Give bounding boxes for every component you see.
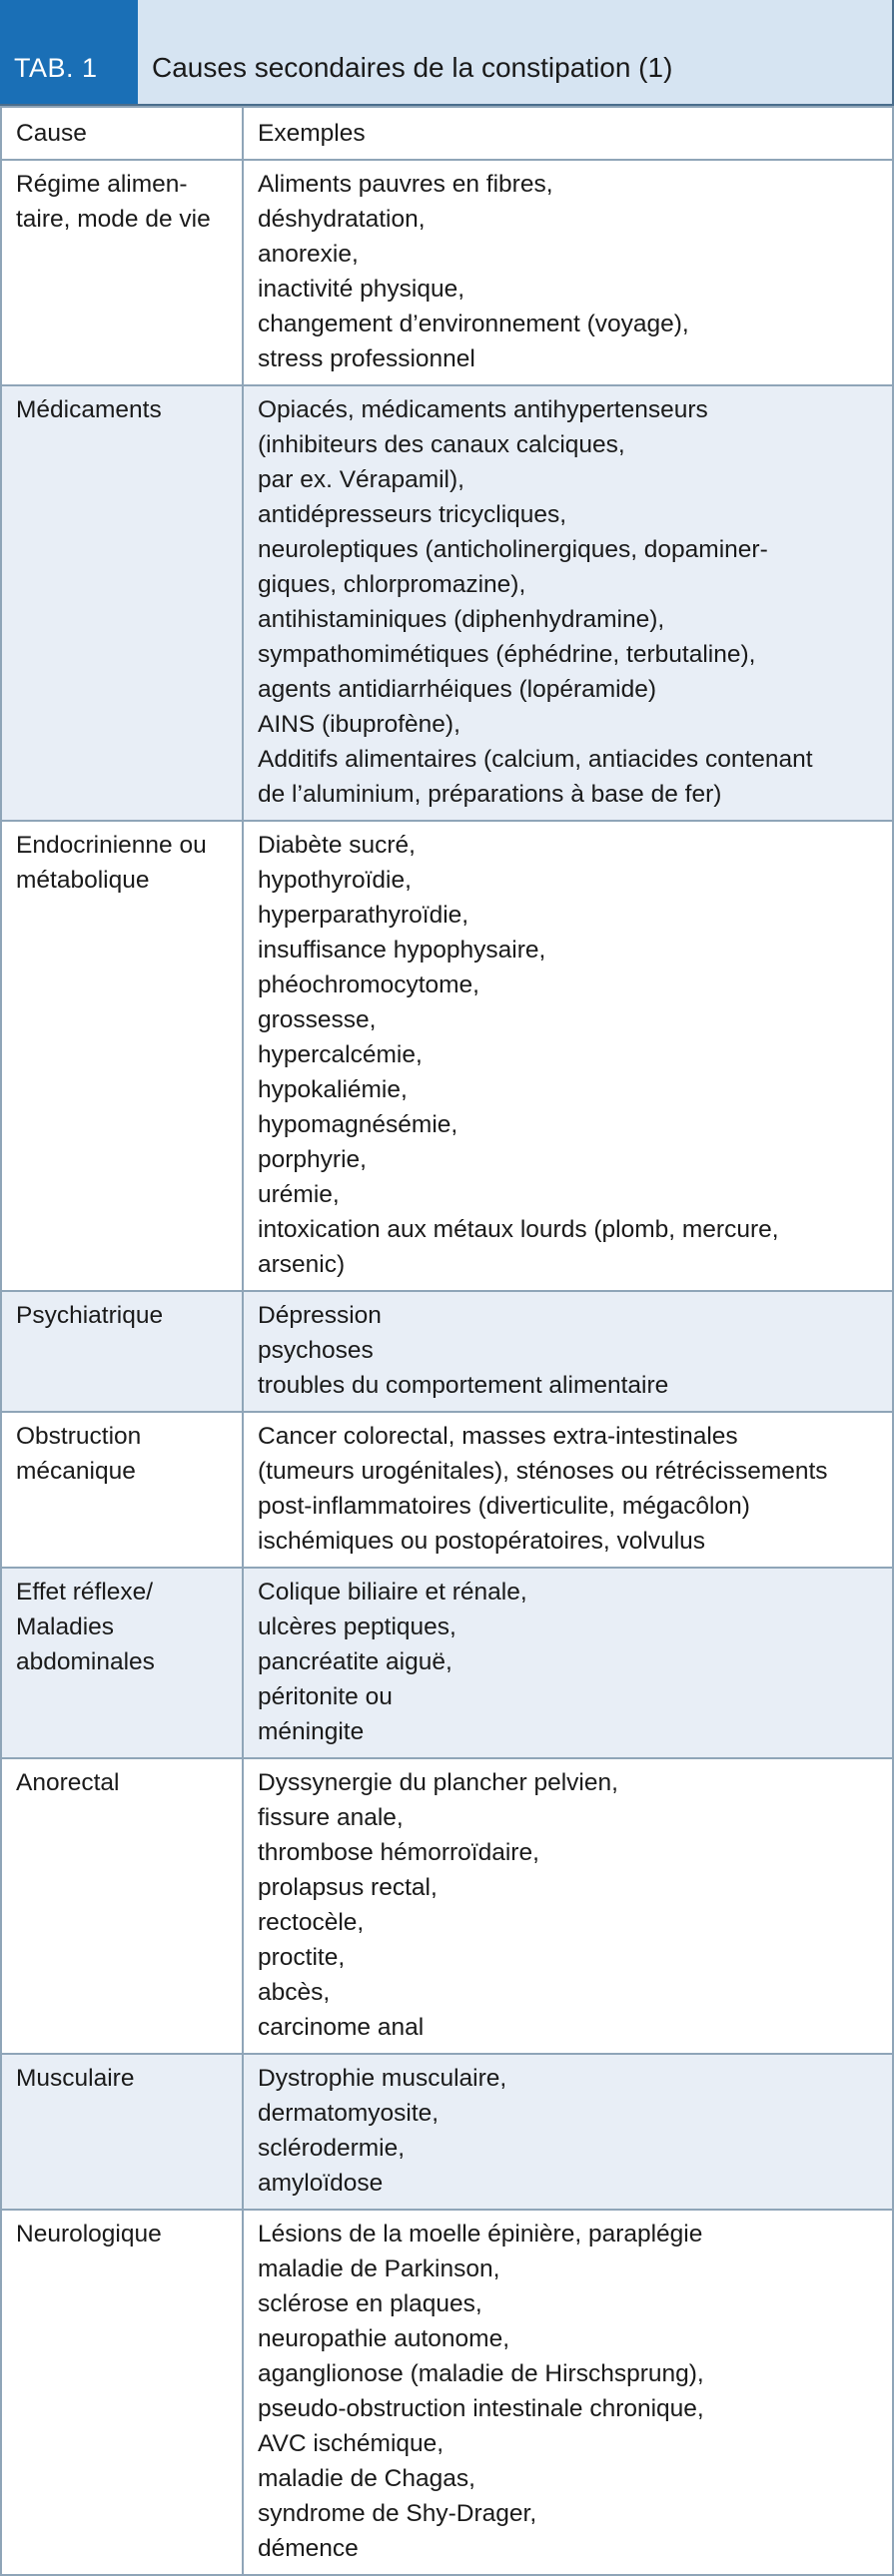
table-row — [1, 1568, 893, 1758]
example-item: méningite — [258, 1718, 365, 1745]
examples-cell — [243, 160, 893, 385]
cause-text: Psychiatrique — [16, 1302, 164, 1329]
example-item: Cancer colorectal, masses extra-intestinales — [258, 1423, 738, 1450]
example-item: démence — [258, 2535, 359, 2562]
cause-text: taire, mode de vie — [16, 206, 211, 233]
example-item: arsenic) — [258, 1251, 346, 1278]
cause-text: Neurologique — [16, 2221, 162, 2248]
cause-cell — [1, 2210, 243, 2575]
example-item: grossesse, — [258, 1006, 377, 1033]
example-item: post-inflammatoires (diverticulite, mégacôlon) — [258, 1493, 750, 1520]
example-item: hypothyroïdie, — [258, 867, 412, 894]
table-row — [1, 821, 893, 1291]
example-item: inactivité physique, — [258, 276, 465, 303]
cause-text: métabolique — [16, 867, 150, 894]
table-title-bar — [0, 0, 892, 106]
example-item: prolapsus rectal, — [258, 1874, 438, 1901]
example-item: maladie de Chagas, — [258, 2465, 475, 2492]
example-item: giques, chlorpromazine), — [258, 571, 526, 598]
example-item: carcinome anal — [258, 2014, 425, 2041]
example-item: syndrome de Shy-Drager, — [258, 2500, 537, 2527]
example-item: de l’aluminium, préparations à base de fer) — [258, 781, 722, 808]
example-item: (inhibiteurs des canaux calciques, — [258, 431, 625, 458]
example-item: Diabète sucré, — [258, 832, 416, 859]
examples-cell — [243, 1412, 893, 1568]
cause-text: Régime alimen- — [16, 171, 188, 198]
cause-text: Obstruction — [16, 1423, 142, 1450]
example-item: Lésions de la moelle épinière, paraplégie — [258, 2221, 703, 2248]
example-item: (tumeurs urogénitales), sténoses ou rétrécissements — [258, 1458, 828, 1485]
table-row — [1, 2054, 893, 2210]
example-item: sclérodermie, — [258, 2135, 406, 2162]
table-row — [1, 1758, 893, 2054]
cause-text: Musculaire — [16, 2065, 135, 2092]
cause-cell — [1, 385, 243, 821]
example-item: Dyssynergie du plancher pelvien, — [258, 1769, 618, 1796]
cause-cell — [1, 1758, 243, 2054]
cause-text: Endocrinienne ou — [16, 832, 207, 859]
cause-text: Effet réflexe/ — [16, 1579, 154, 1606]
example-item: dermatomyosite, — [258, 2100, 440, 2127]
example-item: ulcères peptiques, — [258, 1613, 456, 1640]
example-item: maladie de Parkinson, — [258, 2255, 500, 2282]
header-row — [1, 107, 893, 160]
examples-cell — [243, 2210, 893, 2575]
table-row — [1, 2210, 893, 2575]
cause-text: abdominales — [16, 1648, 155, 1675]
example-item: antihistaminiques (diphenhydramine), — [258, 606, 665, 633]
table-row — [1, 1291, 893, 1412]
example-item: agents antidiarrhéiques (lopéramide) — [258, 676, 657, 703]
example-item: urémie, — [258, 1181, 340, 1208]
example-item: insuffisance hypophysaire, — [258, 937, 546, 964]
cause-cell — [1, 1412, 243, 1568]
examples-cell — [243, 2054, 893, 2210]
example-item: Dystrophie musculaire, — [258, 2065, 507, 2092]
example-item: pseudo-obstruction intestinale chronique, — [258, 2395, 704, 2422]
cause-text: Médicaments — [16, 396, 162, 423]
example-item: thrombose hémorroïdaire, — [258, 1839, 539, 1866]
example-item: hypomagnésémie, — [258, 1111, 458, 1138]
cause-text: Maladies — [16, 1613, 115, 1640]
example-item: déshydratation, — [258, 206, 426, 233]
example-item: proctite, — [258, 1944, 346, 1971]
example-item: AVC ischémique, — [258, 2430, 445, 2457]
header-examples: Exemples — [243, 107, 893, 160]
examples-cell — [243, 1758, 893, 2054]
examples-cell — [243, 385, 893, 821]
cause-text: Anorectal — [16, 1769, 120, 1796]
example-item: anorexie, — [258, 241, 359, 268]
table-row — [1, 1412, 893, 1568]
example-item: par ex. Vérapamil), — [258, 466, 464, 493]
example-item: sclérose en plaques, — [258, 2290, 482, 2317]
example-item: porphyrie, — [258, 1146, 367, 1173]
table-title: Causes secondaires de la constipation (1) — [152, 52, 673, 83]
example-item: péritonite ou — [258, 1683, 393, 1710]
example-item: Additifs alimentaires (calcium, antiacides contenant — [258, 746, 813, 773]
example-item: abcès, — [258, 1979, 331, 2006]
cause-text: mécanique — [16, 1458, 136, 1485]
examples-cell — [243, 1291, 893, 1412]
examples-cell — [243, 821, 893, 1291]
example-item: hyperparathyroïdie, — [258, 902, 469, 929]
example-item: troubles du comportement alimentaire — [258, 1372, 669, 1399]
examples-cell — [243, 1568, 893, 1758]
example-item: sympathomimétiques (éphédrine, terbutaline), — [258, 641, 756, 668]
example-item: intoxication aux métaux lourds (plomb, mercure, — [258, 1216, 779, 1243]
example-item: amyloïdose — [258, 2170, 384, 2197]
table-label-badge: TAB. 1 — [0, 0, 138, 104]
example-item: hypokaliémie, — [258, 1076, 408, 1103]
example-item: neuroleptiques (anticholinergiques, dopaminer- — [258, 536, 768, 563]
example-item: fissure anale, — [258, 1804, 404, 1831]
example-item: Opiacés, médicaments antihypertenseurs — [258, 396, 708, 423]
table-row — [1, 160, 893, 385]
example-item: changement d’environnement (voyage), — [258, 311, 689, 337]
example-item: ischémiques ou postopératoires, volvulus — [258, 1528, 706, 1555]
example-item: Colique biliaire et rénale, — [258, 1579, 527, 1606]
example-item: hypercalcémie, — [258, 1041, 423, 1068]
example-item: Dépression — [258, 1302, 382, 1329]
cause-cell — [1, 160, 243, 385]
causes-data-table — [0, 106, 894, 2576]
example-item: rectocèle, — [258, 1909, 365, 1936]
example-item: phéochromocytome, — [258, 971, 479, 998]
cause-cell — [1, 1291, 243, 1412]
example-item: stress professionnel — [258, 345, 475, 372]
example-item: antidépresseurs tricycliques, — [258, 501, 567, 528]
table-body — [1, 160, 893, 2575]
cause-cell — [1, 821, 243, 1291]
example-item: neuropathie autonome, — [258, 2325, 509, 2352]
example-item: pancréatite aiguë, — [258, 1648, 452, 1675]
cause-cell — [1, 2054, 243, 2210]
example-item: psychoses — [258, 1337, 374, 1364]
example-item: Aliments pauvres en fibres, — [258, 171, 553, 198]
example-item: AINS (ibuprofène), — [258, 711, 460, 738]
example-item: aganglionose (maladie de Hirschsprung), — [258, 2360, 704, 2387]
header-cause: Cause — [1, 107, 243, 160]
table-row — [1, 385, 893, 821]
cause-cell — [1, 1568, 243, 1758]
